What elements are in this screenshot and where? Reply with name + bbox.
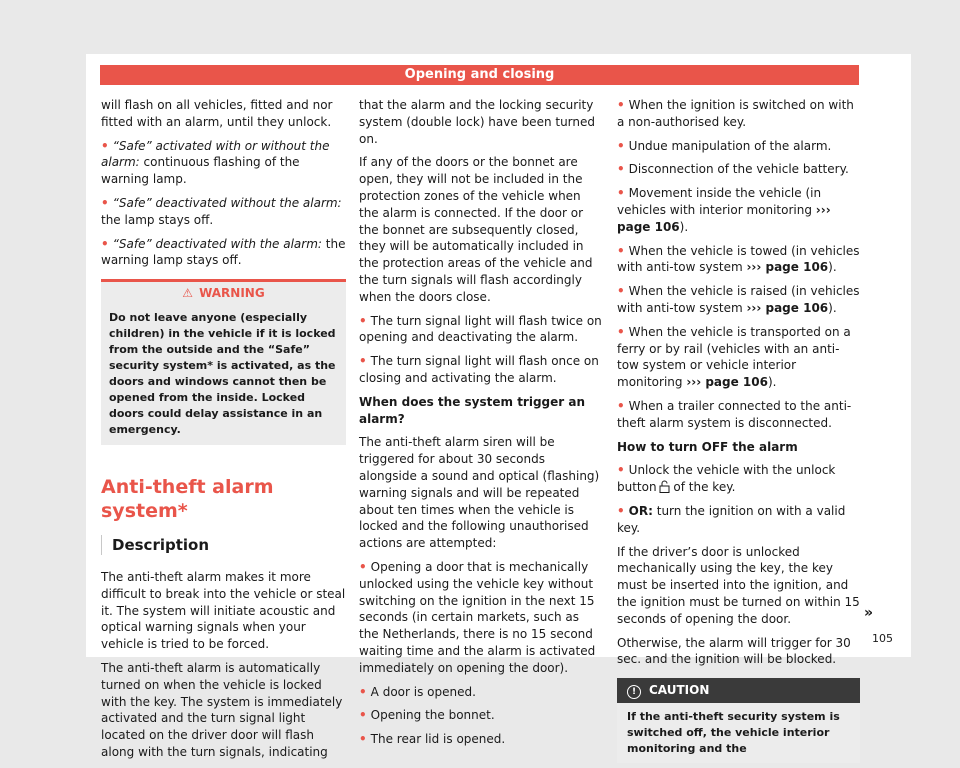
warning-box [101, 279, 346, 445]
list-item: • Unlock the vehicle with the unlock button of the key. [617, 463, 836, 495]
bullet: • [617, 284, 625, 299]
bullet: • [617, 324, 625, 339]
paragraph: If any of the doors or the bonnet are open, they will not be included in the protection zones of the vehicle when the alarm is connected. If the door or the bonnet are subsequently closed, they will be automatically included in the protection areas of the vehicle and the turn signals will flash accordingly when the doors close. [359, 155, 593, 304]
bullet: • [359, 708, 367, 723]
bullet: • [617, 98, 625, 112]
paragraph: If the driver’s door is unlocked mechanically using the key, the key must be inserted into the ignition, and the ignition must be turned on within 15 seconds of opening the door. [617, 544, 860, 626]
list-item: • Opening a door that is mechanically unlocked using the vehicle key without switching on the ignition in the next 15 seconds (in certain markets, such as the Netherlands, there is no 15 second waiting time and the alarm is activated immediately on opening the door). [359, 559, 596, 675]
bullet: • [359, 559, 367, 574]
list-item: • The turn signal light will flash once on closing and activating the alarm. [359, 354, 599, 385]
caution-box [617, 678, 860, 763]
bullet: • [617, 162, 625, 177]
caution-header: ! CAUTION [617, 678, 860, 703]
bullet: • [359, 354, 367, 369]
continue-arrow: » [864, 605, 874, 621]
bullet: • [359, 313, 367, 328]
page-reference-link[interactable]: ››› page 106 [617, 202, 831, 234]
unlock-icon [659, 480, 670, 493]
list-item: • The turn signal light will flash twice on opening and deactivating the alarm. [359, 313, 602, 345]
list-item: • “Safe” deactivated without the alarm: the lamp stays off. [101, 195, 342, 227]
bullet: • [359, 684, 367, 699]
subheading: How to turn OFF the alarm [617, 439, 798, 454]
paragraph: Otherwise, the alarm will trigger for 30 sec. and the ignition will be blocked. [617, 635, 851, 667]
intro-paragraph: will flash on all vehicles, fitted and nor fitted with an alarm, until they unlock. [101, 98, 333, 129]
bullet: • [359, 732, 367, 747]
list-item: • When the ignition is switched on with a non-authorised key. [617, 98, 854, 129]
list-item: • Opening the bonnet. [359, 708, 495, 723]
list-item: • When the vehicle is raised (in vehicles with anti-tow system ››› page 106). [617, 284, 860, 315]
list-item: • Undue manipulation of the alarm. [617, 138, 832, 153]
bullet: • [617, 398, 625, 413]
list-item: • A door is opened. [359, 684, 476, 699]
list-item: • OR: turn the ignition on with a valid key. [617, 503, 846, 535]
page-header: Opening and closing [100, 65, 859, 85]
bullet: • [617, 243, 625, 258]
column-1 [101, 97, 346, 768]
caution-text: If the anti-theft security system is switched off, the vehicle interior monitoring and the [627, 710, 840, 756]
warning-triangle-icon: ⚠ [182, 286, 194, 301]
paragraph: that the alarm and the locking security system (double lock) have been turned on. [359, 98, 596, 146]
bullet: • [101, 236, 109, 251]
bullet: • [101, 138, 109, 153]
list-item: • The rear lid is opened. [359, 732, 506, 747]
page-reference-link[interactable]: ››› page 106 [746, 260, 829, 275]
bullet: • [617, 463, 625, 478]
list-item: • When the vehicle is transported on a ferry or by rail (vehicles with an anti-tow system or vehicle interior monitoring ››› page 106). [617, 324, 851, 390]
list-item: • “Safe” activated with or without the alarm: continuous flashing of the warning lamp. [101, 138, 330, 187]
list-item: • “Safe” deactivated with the alarm: the warning lamp stays off. [101, 236, 346, 268]
subheading: When does the system trigger an alarm? [359, 394, 586, 426]
list-item: • When the vehicle is towed (in vehicles with anti-tow system ››› page 106). [617, 243, 860, 275]
column-2 [359, 97, 602, 755]
page-reference-link[interactable]: ››› page 106 [746, 300, 829, 315]
list-item: • When a trailer connected to the anti-theft alarm system is disconnected. [617, 398, 852, 430]
paragraph: The anti-theft alarm siren will be triggered for about 30 seconds alongside a sound and optical (flashing) warning signals and will be repeated about ten times when the vehicle is locked and the following unauthorised actions are attempted: [359, 435, 600, 551]
bullet: • [617, 138, 625, 153]
bullet: • [617, 503, 625, 518]
column-3 [617, 97, 860, 763]
page-number: 105 [872, 632, 893, 645]
caution-icon: ! [627, 685, 641, 699]
warning-text: Do not leave anyone (especially children) in the vehicle if it is locked from the outside and the “Safe” security system* is activated, as the doors and windows cannot then be opened from the inside. Locked doors could delay assistance in an emergency. [109, 310, 336, 436]
subsection-title: Description [101, 535, 346, 555]
list-item: • Movement inside the vehicle (in vehicles with interior monitoring ››› page 106). [617, 186, 831, 234]
page-reference-link[interactable]: ››› page 106 [686, 375, 768, 390]
section-title: Anti-theft alarm system* [101, 475, 274, 522]
warning-header: ⚠ WARNING [101, 279, 346, 306]
paragraph: The anti-theft alarm is automatically turned on when the vehicle is locked with the key. The system is immediately activated and the turn signal light located on the driver door will flash along with the turn signals, indicating [101, 660, 343, 759]
list-item: • Disconnection of the vehicle battery. [617, 162, 849, 177]
bullet: • [101, 195, 109, 210]
paragraph: The anti-theft alarm makes it more difficult to break into the vehicle or steal it. The system will initiate acoustic and optical warning signals when your vehicle is tried to be forced. [101, 569, 346, 652]
bullet: • [617, 186, 625, 201]
